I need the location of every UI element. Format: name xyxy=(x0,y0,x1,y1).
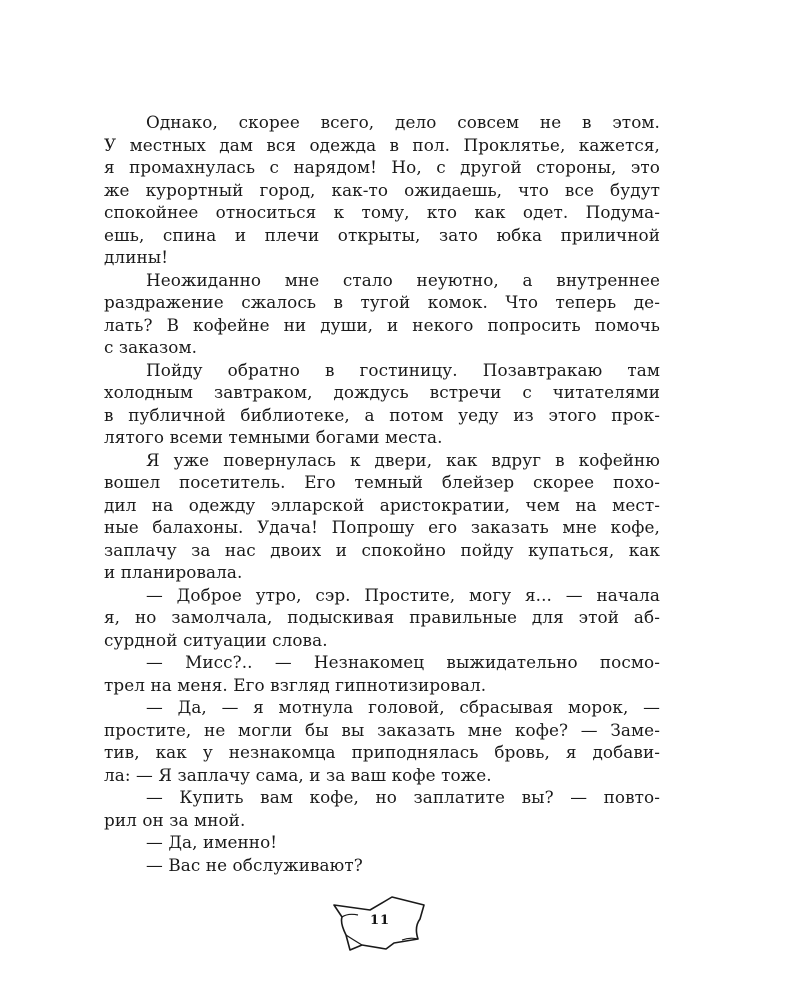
text-line: У местных дам вся одежда в пол. Проклятье, кажется, xyxy=(104,134,660,155)
text-line: сурдной ситуации слова. xyxy=(104,629,328,650)
text-line: простите, не могли бы вы заказать мне кофе? — Заме- xyxy=(104,719,660,740)
text-line: с заказом. xyxy=(104,337,198,357)
text-line: Неожиданно мне стало неуютно, а внутреннее xyxy=(146,269,660,290)
text-line: рил он за мной. xyxy=(104,809,246,830)
text-line: длины! xyxy=(104,247,169,267)
text-line: вошел посетитель. Его темный блейзер скорее похо- xyxy=(104,472,660,492)
text-line: — Вас не обслуживают? xyxy=(146,854,363,875)
text-line: же курортный город, как-то ожидаешь, что все будут xyxy=(104,179,660,200)
text-line: — Да, именно! xyxy=(146,832,278,852)
text-line: в публичной библиотеке, а потом уеду из этого прок- xyxy=(104,404,660,425)
text-line: трел на меня. Его взгляд гипнотизировал. xyxy=(104,674,487,695)
text-line: и планировала. xyxy=(104,562,243,582)
page-number-ornament xyxy=(330,893,430,955)
text-line: холодным завтраком, дождусь встречи с читателями xyxy=(104,382,660,402)
text-line: заплачу за нас двоих и спокойно пойду купаться, как xyxy=(104,539,660,560)
text-line: дил на одежду элларской аристократии, чем на мест- xyxy=(104,494,660,515)
page-number: 11 xyxy=(369,913,391,928)
text-line: — Доброе утро, сэр. Простите, могу я... — начала xyxy=(146,584,660,605)
text-line: лятого всеми темными богами места. xyxy=(104,427,443,447)
text-line: ешь, спина и плечи открыты, зато юбка приличной xyxy=(104,224,660,245)
text-line: Я уже повернулась к двери, как вдруг в кофейню xyxy=(146,449,660,470)
text-line: ла: — Я заплачу сама, и за ваш кофе тоже. xyxy=(104,764,492,785)
text-line: я промахнулась с нарядом! Но, с другой стороны, это xyxy=(104,157,660,177)
text-line: — Да, — я мотнула головой, сбрасывая морок, — xyxy=(146,697,660,717)
body-text xyxy=(104,111,660,876)
text-line: тив, как у незнакомца приподнялась бровь, я добави- xyxy=(104,742,660,762)
text-line: спокойнее относиться к тому, кто как одет. Подума- xyxy=(104,202,660,222)
text-line: лать? В кофейне ни души, и некого попросить помочь xyxy=(104,314,660,335)
text-line: Однако, скорее всего, дело совсем не в этом. xyxy=(146,112,660,132)
text-line: — Мисс?.. — Незнакомец выжидательно посмо- xyxy=(146,652,660,672)
text-line: ные балахоны. Удача! Попрошу его заказать мне кофе, xyxy=(104,517,660,537)
text-line: раздражение сжалось в тугой комок. Что теперь де- xyxy=(104,292,660,312)
text-line: Пойду обратно в гостиницу. Позавтракаю там xyxy=(146,359,660,380)
text-line: я, но замолчала, подыскивая правильные для этой аб- xyxy=(104,607,660,627)
text-line: — Купить вам кофе, но заплатите вы? — повто- xyxy=(146,787,660,807)
